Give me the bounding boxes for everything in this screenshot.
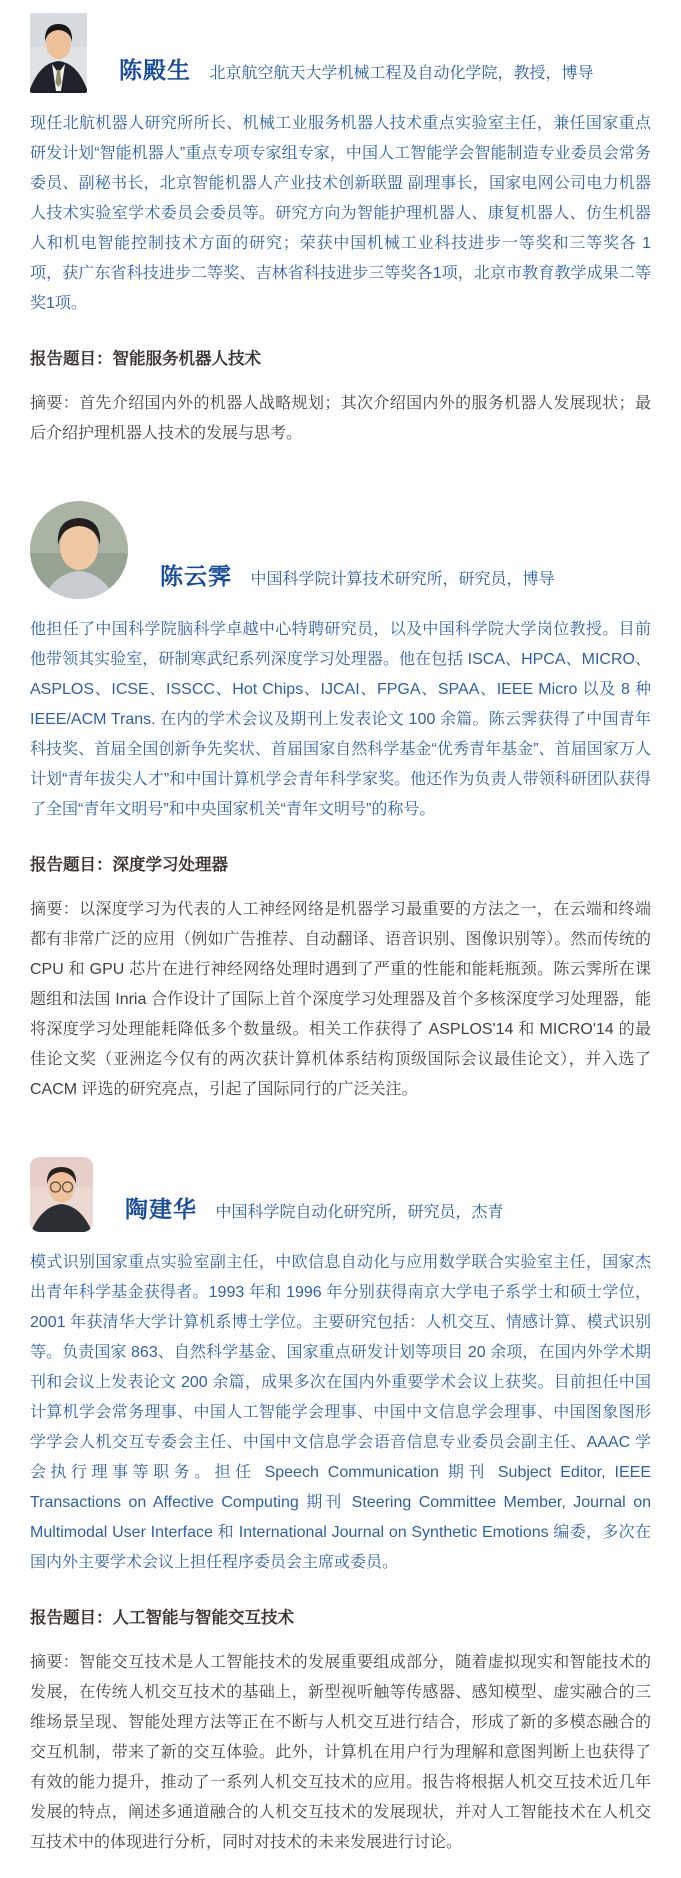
- abstract-label: 摘要：: [30, 395, 80, 412]
- portrait-photo-placeholder: [30, 501, 128, 599]
- talk-abstract-line: [30, 895, 651, 1105]
- talk-abstract-line: [30, 1648, 651, 1858]
- abstract-text: 以深度学习为代表的人工神经网络是机器学习最重要的方法之一，在云端和终端都有非常广泛的应用（例如广告推荐、自动翻译、语音识别、图像识别等）。然而传统的 CPU 和 GPU 芯片在进行神经网络处理时遇到了严重的性能和能耗瓶颈。陈云霁所在课题组和法国 Inria 合作设计了国际上首个深度学习处理器及首个多核深度学习处理器，能将深度学习处理能耗降低多个数量级。相关工作获得了 ASPLOS'14 和 MICRO'14 的最佳论文奖（亚洲迄今仅有的两次获计算机体系结构顶级国际会议最佳论文），并入选了 CACM 评选的研究亮点，引起了国际同行的广泛关注。: [30, 901, 651, 1098]
- speaker-header: [30, 13, 651, 93]
- speaker-nameline: [125, 1191, 503, 1232]
- talk-title-text: 深度学习处理器: [112, 856, 228, 874]
- speaker-section-chen-diansheng: [30, 13, 651, 449]
- portrait-photo-placeholder: [30, 13, 87, 93]
- speaker-header: [30, 1157, 651, 1232]
- speaker-photo: [30, 501, 128, 599]
- talk-title-label: 报告题目：: [30, 856, 113, 874]
- talk-title-text: 人工智能与智能交互技术: [112, 1609, 294, 1627]
- talk-title-text: 智能服务机器人技术: [112, 350, 261, 368]
- speaker-photo: [30, 1157, 93, 1232]
- talk-title-line: [30, 1606, 651, 1630]
- talk-title-label: 报告题目：: [30, 1609, 113, 1627]
- speaker-bio: 模式识别国家重点实验室副主任，中欧信息自动化与应用数学联合实验室主任，国家杰出青年科学基金获得者。1993 年和 1996 年分别获得南京大学电子系学士和硕士学位，2001 年获清华大学计算机系博士学位。主要研究包括：人机交互、情感计算、模式识别等。负责国家 863、自然科学基金、国家重点研发计划等项目 20 余项，在国内外学术期刊和会议上发表论文 200 余篇，成果多次在国内外重要学术会议上获奖。目前担任中国计算机学会常务理事、中国人工智能学会理事、中国中文信息学会理事、中国图象图形学学会人机交互专委会主任、中国中文信息学会语音信息专业委员会副主任、AAAC 学会执行理事等职务。担任 Speech Communication 期刊 Subject Editor, IEEE Transactions on Affective Computing 期刊 Steering Committee Member, Journal on Multimodal User Interface 和 International Journal on Synthetic Emotions 编委，多次在国内外主要学术会议上担任程序委员会主席或委员。: [30, 1254, 651, 1571]
- speaker-name: 陈云霁: [160, 563, 232, 589]
- speaker-bio: 现任北航机器人研究所所长、机械工业服务机器人技术重点实验室主任，兼任国家重点研发计划“智能机器人”重点专项专家组专家，中国人工智能学会智能制造专业委员会常务委员、副秘书长，北京智能机器人产业技术创新联盟 副理事长，国家电网公司电力机器人技术实验室学术委员会委员等。研究方向为智能护理机器人、康复机器人、仿生机器人和机电智能控制技术方面的研究；荣获中国机械工业科技进步一等奖和三等奖各 1 项，获广东省科技进步二等奖、吉林省科技进步三等奖各1项，北京市教育教学成果二等奖1项。: [30, 115, 651, 312]
- speaker-affiliation: 中国科学院自动化研究所，研究员，杰青: [215, 1204, 504, 1221]
- talk-title-line: [30, 853, 651, 877]
- abstract-label: 摘要：: [30, 1654, 80, 1671]
- speaker-nameline: [160, 558, 554, 599]
- speaker-name: 陈殿生: [119, 57, 191, 83]
- abstract-label: 摘要：: [30, 901, 80, 918]
- abstract-text: 首先介绍国内外的机器人战略规划；其次介绍国内外的服务机器人发展现状；最后介绍护理机器人技术的发展与思考。: [30, 395, 651, 442]
- speaker-header: [30, 501, 651, 599]
- abstract-text: 智能交互技术是人工智能技术的发展重要组成部分，随着虚拟现实和智能技术的发展，在传统人机交互技术的基础上，新型视听触等传感器、感知模型、虚实融合的三维场景呈现、智能处理方法等正在不断与人机交互进行结合，形成了新的多模态融合的交互机制，带来了新的交互体验。此外，计算机在用户行为理解和意图判断上也获得了有效的能力提升，推动了一系列人机交互技术的应用。报告将根据人机交互技术近几年发展的特点，阐述多通道融合的人机交互技术的发展现状，并对人工智能技术在人机交互技术中的体现进行分析，同时对技术的未来发展进行讨论。: [30, 1654, 651, 1851]
- speaker-affiliation: 中国科学院计算技术研究所，研究员，博导: [250, 571, 555, 588]
- talk-title-label: 报告题目：: [30, 350, 113, 368]
- speaker-section-tao-jianhua: [30, 1157, 651, 1858]
- speaker-name: 陶建华: [125, 1196, 197, 1222]
- talk-title-line: [30, 347, 651, 371]
- speaker-nameline: [119, 52, 593, 93]
- talk-abstract-line: [30, 389, 651, 449]
- portrait-photo-placeholder: [30, 1157, 93, 1232]
- speaker-bio: 他担任了中国科学院脑科学卓越中心特聘研究员，以及中国科学院大学岗位教授。目前他带领其实验室，研制寒武纪系列深度学习处理器。他在包括 ISCA、HPCA、MICRO、ASPLOS、ICSE、ISSCC、Hot Chips、IJCAI、FPGA、SPAA、IEEE Micro 以及 8 种 IEEE/ACM Trans. 在内的学术会议及期刊上发表论文 100 余篇。陈云霁获得了中国青年科技奖、首届全国创新争先奖状、首届国家自然科学基金“优秀青年基金”、首届国家万人计划“青年拔尖人才”和中国计算机学会青年科学家奖。他还作为负责人带领科研团队获得了全国“青年文明号”和中央国家机关“青年文明号”的称号。: [30, 621, 651, 818]
- speaker-affiliation: 北京航空航天大学机械工程及自动化学院，教授，博导: [209, 65, 594, 82]
- speaker-section-chen-yunji: [30, 501, 651, 1105]
- speaker-photo: [30, 13, 87, 93]
